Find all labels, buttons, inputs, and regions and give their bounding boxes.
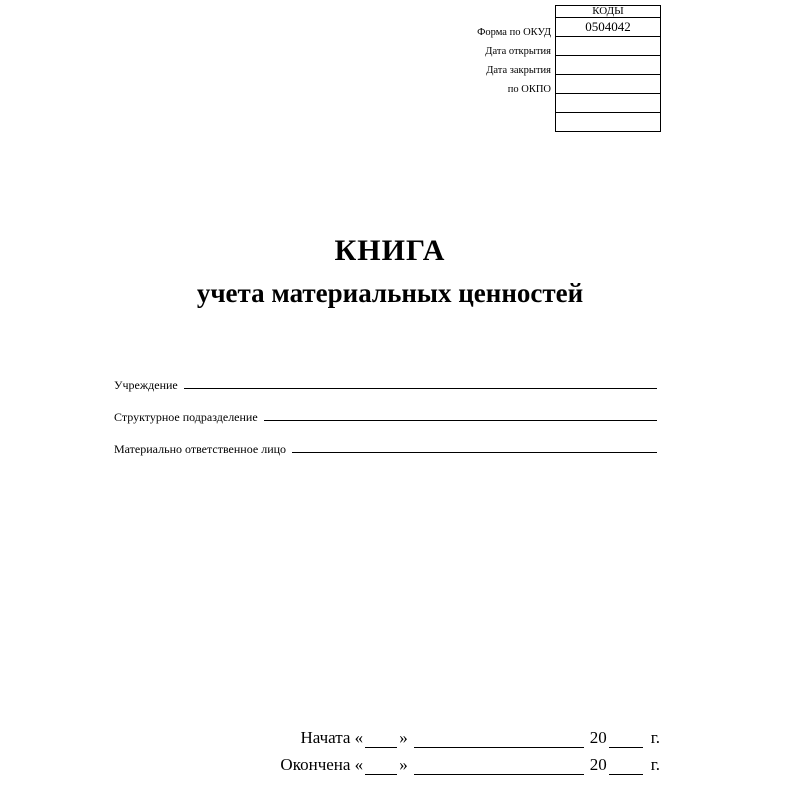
start-quote-close: » <box>399 728 408 747</box>
close-date-label: Дата закрытия <box>486 65 551 76</box>
department-line <box>264 419 657 421</box>
book-subtitle: учета материальных ценностей <box>196 278 584 308</box>
end-date-row <box>280 755 660 775</box>
close-date-cell <box>556 55 660 74</box>
start-month-blank <box>414 733 584 748</box>
end-year-blank <box>609 760 643 775</box>
responsible-person-field <box>114 436 657 456</box>
end-date-label: Окончена « <box>280 755 364 774</box>
department-label: Структурное подразделение <box>114 410 258 424</box>
start-date-label: Начата « <box>300 728 364 747</box>
start-year-prefix: 20 <box>589 728 607 747</box>
open-date-label: Дата открытия <box>485 46 551 57</box>
end-month-blank <box>414 760 584 775</box>
extra-code-cell-2 <box>556 112 660 131</box>
responsible-person-label: Материально ответственное лицо <box>114 442 287 456</box>
start-year-suffix: г. <box>650 728 660 747</box>
extra-code-cell-1 <box>556 93 660 112</box>
okud-code-cell: 0504042 <box>585 19 631 34</box>
codes-labels <box>400 20 551 99</box>
department-field <box>114 404 657 424</box>
okud-label: Форма по ОКУД <box>477 27 551 38</box>
start-day-blank <box>365 733 397 748</box>
end-day-blank <box>365 760 397 775</box>
book-title: КНИГА <box>334 234 446 267</box>
end-quote-close: » <box>399 755 408 774</box>
institution-field <box>114 372 657 392</box>
start-year-blank <box>609 733 643 748</box>
start-date-row <box>300 728 660 748</box>
institution-line <box>184 387 657 389</box>
codes-box <box>555 17 661 132</box>
codes-table <box>555 5 661 132</box>
institution-label: Учреждение <box>114 378 178 392</box>
end-year-prefix: 20 <box>589 755 607 774</box>
open-date-cell <box>556 36 660 55</box>
okpo-code-cell <box>556 74 660 93</box>
end-year-suffix: г. <box>650 755 660 774</box>
responsible-person-line <box>292 451 657 453</box>
codes-header: КОДЫ <box>556 6 660 18</box>
okpo-label: по ОКПО <box>507 84 551 95</box>
